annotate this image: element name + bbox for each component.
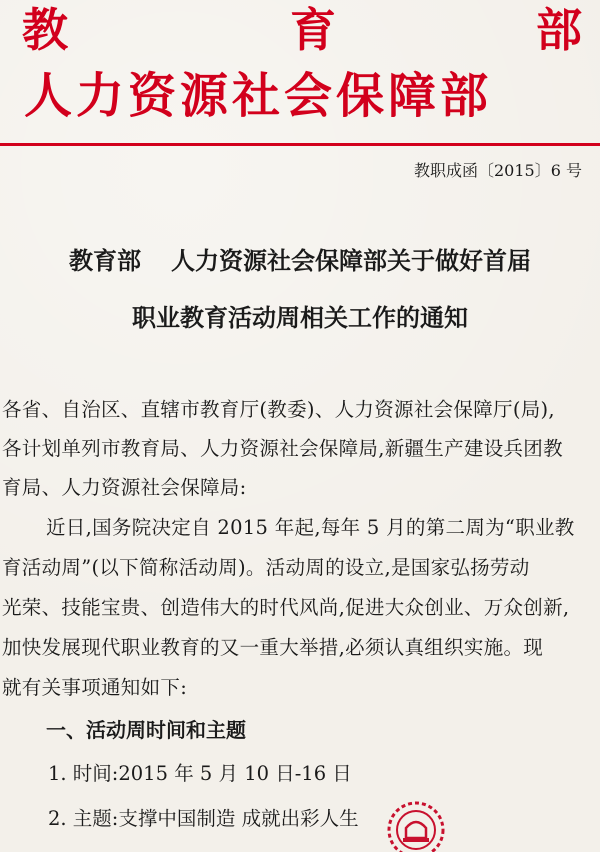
letterhead-char-mid: 育: [290, 3, 336, 57]
paragraph-1-line-5: 就有关事项通知如下:: [2, 676, 188, 699]
letterhead-red-rule: [0, 143, 600, 146]
letterhead-line2: 人力资源社会保障部: [24, 68, 493, 124]
paragraph-1-line-3: 光荣、技能宝贵、创造伟大的时代风尚,促进大众创业、万众创新,: [2, 596, 570, 619]
addressee-line-1: 各省、自治区、直辖市教育厅(教委)、人力资源社会保障厅(局),: [2, 398, 555, 421]
paragraph-1-line-4: 加快发展现代职业教育的又一重大举措,必须认真组织实施。现: [2, 636, 544, 659]
paragraph-1-line-1: 近日,国务院决定自 2015 年起,每年 5 月的第二周为“职业教: [46, 516, 575, 539]
letterhead-line1: [0, 2, 600, 58]
section-1-heading: 一、活动周时间和主题: [46, 718, 246, 742]
document-title-line2: 职业教育活动周相关工作的通知: [132, 304, 468, 332]
emblem-icon: [386, 800, 446, 852]
addressee-line-3: 育局、人力资源社会保障局:: [2, 476, 247, 499]
paragraph-1-line-2: 育活动周”(以下简称活动周)。活动周的设立,是国家弘扬劳动: [2, 556, 530, 579]
letterhead-char-right: 部: [536, 3, 582, 57]
list-item-time: 1. 时间:2015 年 5 月 10 日-16 日: [48, 762, 352, 785]
document-title-line1: [0, 246, 600, 276]
document-number: 教职成函〔2015〕6 号: [414, 161, 582, 180]
title-issuer-2: 人力资源社会保障部关于做好首届: [171, 247, 531, 275]
title-issuer-1: 教育部: [69, 247, 141, 275]
addressee-line-2: 各计划单列市教育局、人力资源社会保障局,新疆生产建设兵团教: [2, 437, 563, 460]
letterhead-char-left: 教: [22, 3, 68, 57]
list-item-theme: 2. 主题:支撑中国制造 成就出彩人生: [48, 807, 359, 830]
